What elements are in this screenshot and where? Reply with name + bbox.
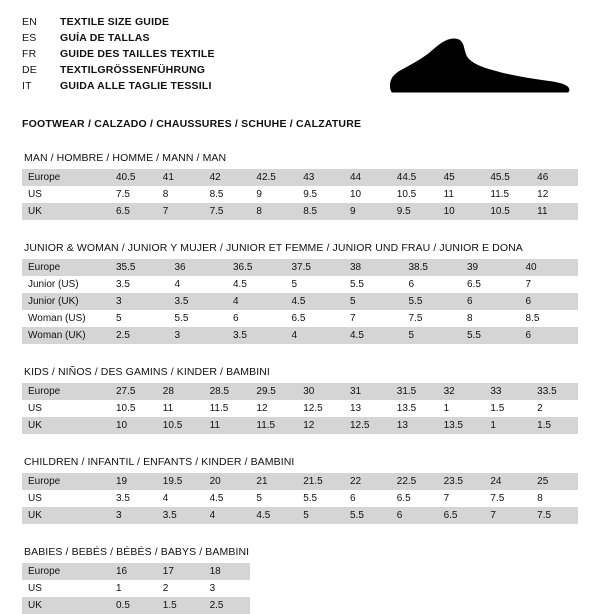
cell: 11 <box>531 203 578 220</box>
cell: 21.5 <box>297 473 344 490</box>
cell: 3 <box>169 327 228 344</box>
cell: 10 <box>110 417 157 434</box>
cell: 46 <box>531 169 578 186</box>
cell: 19 <box>110 473 157 490</box>
cell: 18 <box>204 563 251 580</box>
cell: 11.5 <box>484 186 531 203</box>
language-title: TEXTILE SIZE GUIDE <box>60 16 170 28</box>
cell: 5 <box>250 490 297 507</box>
language-title: TEXTILGRÖSSENFÜHRUNG <box>60 64 206 76</box>
language-row <box>22 80 215 96</box>
cell: 7.5 <box>204 203 251 220</box>
category-title: FOOTWEAR / CALZADO / CHAUSSURES / SCHUHE / CALZATURE <box>22 118 362 130</box>
cell: 13 <box>344 400 391 417</box>
cell: 4 <box>286 327 345 344</box>
cell: 7 <box>438 490 485 507</box>
cell: 2 <box>531 400 578 417</box>
size-table <box>22 473 578 524</box>
cell-empty <box>531 563 578 580</box>
cell: 6.5 <box>438 507 485 524</box>
cell: 10.5 <box>391 186 438 203</box>
cell-empty <box>344 580 391 597</box>
row-label: UK <box>22 597 110 614</box>
row-label: Europe <box>22 473 110 490</box>
cell-empty <box>391 563 438 580</box>
cell: 1.5 <box>157 597 204 614</box>
cell: 33.5 <box>531 383 578 400</box>
cell: 7.5 <box>110 186 157 203</box>
cell: 5.5 <box>169 310 228 327</box>
row-label: US <box>22 186 110 203</box>
cell: 4 <box>204 507 251 524</box>
cell: 6 <box>227 310 286 327</box>
cell: 43 <box>297 169 344 186</box>
dress-shoe-icon <box>384 34 574 98</box>
cell: 35.5 <box>110 259 169 276</box>
table-row <box>22 310 578 327</box>
cell: 4.5 <box>344 327 403 344</box>
cell: 44.5 <box>391 169 438 186</box>
cell: 3.5 <box>157 507 204 524</box>
cell: 5 <box>110 310 169 327</box>
cell-empty <box>297 580 344 597</box>
cell: 36 <box>169 259 228 276</box>
cell: 45.5 <box>484 169 531 186</box>
cell: 13.5 <box>391 400 438 417</box>
cell: 13.5 <box>438 417 485 434</box>
size-group-man <box>22 152 578 220</box>
language-title: GUIDA ALLE TAGLIE TESSILI <box>60 80 212 92</box>
group-title: CHILDREN / INFANTIL / ENFANTS / KINDER / BAMBINI <box>24 456 295 468</box>
row-label: Europe <box>22 169 110 186</box>
cell-empty <box>250 563 297 580</box>
cell: 33 <box>484 383 531 400</box>
cell: 37.5 <box>286 259 345 276</box>
table-row <box>22 203 578 220</box>
cell: 22.5 <box>391 473 438 490</box>
row-label: US <box>22 400 110 417</box>
cell: 8.5 <box>520 310 579 327</box>
cell: 8.5 <box>204 186 251 203</box>
cell: 17 <box>157 563 204 580</box>
cell: 7.5 <box>403 310 462 327</box>
table-row <box>22 490 578 507</box>
cell: 25 <box>531 473 578 490</box>
cell: 7 <box>344 310 403 327</box>
cell: 4 <box>169 276 228 293</box>
cell: 2.5 <box>204 597 251 614</box>
cell: 11 <box>204 417 251 434</box>
cell: 6 <box>403 276 462 293</box>
cell: 6 <box>520 327 579 344</box>
cell: 11 <box>157 400 204 417</box>
cell: 32 <box>438 383 485 400</box>
cell: 7 <box>520 276 579 293</box>
size-table <box>22 563 578 614</box>
cell: 5 <box>403 327 462 344</box>
table-row <box>22 507 578 524</box>
cell: 45 <box>438 169 485 186</box>
table-row <box>22 186 578 203</box>
cell: 5 <box>344 293 403 310</box>
cell: 3.5 <box>227 327 286 344</box>
size-group-kids <box>22 366 578 434</box>
cell: 3 <box>110 507 157 524</box>
cell: 5 <box>297 507 344 524</box>
language-title: GUIDE DES TAILLES TEXTILE <box>60 48 215 60</box>
table-row <box>22 563 578 580</box>
cell-empty <box>250 580 297 597</box>
row-label: UK <box>22 507 110 524</box>
cell: 5 <box>286 276 345 293</box>
cell: 42 <box>204 169 251 186</box>
table-row <box>22 327 578 344</box>
cell: 4.5 <box>227 276 286 293</box>
cell: 38.5 <box>403 259 462 276</box>
table-row <box>22 259 578 276</box>
cell: 8 <box>461 310 520 327</box>
cell-empty <box>484 580 531 597</box>
cell: 41 <box>157 169 204 186</box>
cell: 28 <box>157 383 204 400</box>
language-code: ES <box>22 32 37 44</box>
size-table <box>22 169 578 220</box>
size-group-junior-woman <box>22 242 578 344</box>
language-title-list <box>22 16 215 96</box>
cell-empty <box>438 563 485 580</box>
language-code: EN <box>22 16 37 28</box>
row-label: UK <box>22 417 110 434</box>
cell: 12 <box>297 417 344 434</box>
cell: 5.5 <box>297 490 344 507</box>
cell: 6 <box>344 490 391 507</box>
cell: 30 <box>297 383 344 400</box>
language-code: IT <box>22 80 32 92</box>
cell: 19.5 <box>157 473 204 490</box>
cell: 10.5 <box>484 203 531 220</box>
size-group-babies <box>22 546 578 614</box>
cell: 3 <box>204 580 251 597</box>
cell: 10.5 <box>110 400 157 417</box>
cell: 4.5 <box>250 507 297 524</box>
cell: 12.5 <box>344 417 391 434</box>
language-code: DE <box>22 64 37 76</box>
cell: 7.5 <box>484 490 531 507</box>
cell-empty <box>438 580 485 597</box>
cell: 4 <box>227 293 286 310</box>
table-row <box>22 580 578 597</box>
group-title: BABIES / BEBÉS / BÉBÉS / BABYS / BAMBINI <box>24 546 250 558</box>
cell: 5.5 <box>461 327 520 344</box>
cell: 28.5 <box>204 383 251 400</box>
cell: 8 <box>157 186 204 203</box>
table-row <box>22 400 578 417</box>
cell: 11 <box>438 186 485 203</box>
cell: 1 <box>110 580 157 597</box>
language-title: GUÍA DE TALLAS <box>60 32 150 44</box>
cell: 27.5 <box>110 383 157 400</box>
cell: 10 <box>344 186 391 203</box>
cell: 13 <box>391 417 438 434</box>
cell: 9 <box>344 203 391 220</box>
cell-empty <box>391 580 438 597</box>
table-row <box>22 417 578 434</box>
cell: 24 <box>484 473 531 490</box>
cell: 11.5 <box>250 417 297 434</box>
cell: 9 <box>250 186 297 203</box>
cell: 40 <box>520 259 579 276</box>
cell: 2.5 <box>110 327 169 344</box>
row-label: UK <box>22 203 110 220</box>
row-label: Junior (UK) <box>22 293 110 310</box>
cell: 31 <box>344 383 391 400</box>
language-row <box>22 16 215 32</box>
row-label: Europe <box>22 259 110 276</box>
cell: 6.5 <box>286 310 345 327</box>
cell: 40.5 <box>110 169 157 186</box>
cell: 8.5 <box>297 203 344 220</box>
cell: 29.5 <box>250 383 297 400</box>
cell: 7 <box>484 507 531 524</box>
cell: 6 <box>461 293 520 310</box>
cell: 3.5 <box>110 490 157 507</box>
cell: 1.5 <box>484 400 531 417</box>
row-label: Europe <box>22 563 110 580</box>
cell: 1.5 <box>531 417 578 434</box>
row-label: Europe <box>22 383 110 400</box>
cell: 1 <box>438 400 485 417</box>
group-title: JUNIOR & WOMAN / JUNIOR Y MUJER / JUNIOR ET FEMME / JUNIOR UND FRAU / JUNIOR E DONA <box>24 242 523 254</box>
cell: 4.5 <box>286 293 345 310</box>
cell: 16 <box>110 563 157 580</box>
cell: 42.5 <box>250 169 297 186</box>
size-table <box>22 383 578 434</box>
cell: 38 <box>344 259 403 276</box>
cell: 5.5 <box>403 293 462 310</box>
row-label: US <box>22 490 110 507</box>
table-row <box>22 383 578 400</box>
cell: 5.5 <box>344 276 403 293</box>
cell: 9.5 <box>391 203 438 220</box>
cell: 6.5 <box>461 276 520 293</box>
cell: 11.5 <box>204 400 251 417</box>
cell: 23.5 <box>438 473 485 490</box>
language-row <box>22 64 215 80</box>
cell: 8 <box>250 203 297 220</box>
page-header <box>22 16 578 102</box>
language-row <box>22 48 215 64</box>
row-label: US <box>22 580 110 597</box>
cell: 21 <box>250 473 297 490</box>
row-label: Woman (US) <box>22 310 110 327</box>
cell: 9.5 <box>297 186 344 203</box>
table-row <box>22 276 578 293</box>
cell-empty <box>484 563 531 580</box>
cell: 36.5 <box>227 259 286 276</box>
cell: 7.5 <box>531 507 578 524</box>
cell: 0.5 <box>110 597 157 614</box>
cell-empty <box>297 563 344 580</box>
cell: 12.5 <box>297 400 344 417</box>
cell: 6 <box>520 293 579 310</box>
row-label: Junior (US) <box>22 276 110 293</box>
cell: 12 <box>250 400 297 417</box>
cell: 44 <box>344 169 391 186</box>
cell-empty <box>344 563 391 580</box>
cell: 6.5 <box>391 490 438 507</box>
cell: 39 <box>461 259 520 276</box>
cell: 8 <box>531 490 578 507</box>
cell: 31.5 <box>391 383 438 400</box>
cell: 12 <box>531 186 578 203</box>
cell: 6 <box>391 507 438 524</box>
group-title: KIDS / NIÑOS / DES GAMINS / KINDER / BAMBINI <box>24 366 270 378</box>
cell: 2 <box>157 580 204 597</box>
cell: 4.5 <box>204 490 251 507</box>
row-label: Woman (UK) <box>22 327 110 344</box>
size-group-children <box>22 456 578 524</box>
cell: 3.5 <box>110 276 169 293</box>
cell: 10.5 <box>157 417 204 434</box>
cell: 3 <box>110 293 169 310</box>
cell: 1 <box>484 417 531 434</box>
cell: 4 <box>157 490 204 507</box>
table-row <box>22 473 578 490</box>
cell: 5.5 <box>344 507 391 524</box>
group-title: MAN / HOMBRE / HOMME / MANN / MAN <box>24 152 227 164</box>
table-row <box>22 169 578 186</box>
size-table <box>22 259 578 344</box>
cell: 22 <box>344 473 391 490</box>
cell: 20 <box>204 473 251 490</box>
table-row <box>22 293 578 310</box>
language-row <box>22 32 215 48</box>
language-code: FR <box>22 48 37 60</box>
cell: 6.5 <box>110 203 157 220</box>
cell: 10 <box>438 203 485 220</box>
cell-empty <box>531 580 578 597</box>
cell: 7 <box>157 203 204 220</box>
cell: 3.5 <box>169 293 228 310</box>
